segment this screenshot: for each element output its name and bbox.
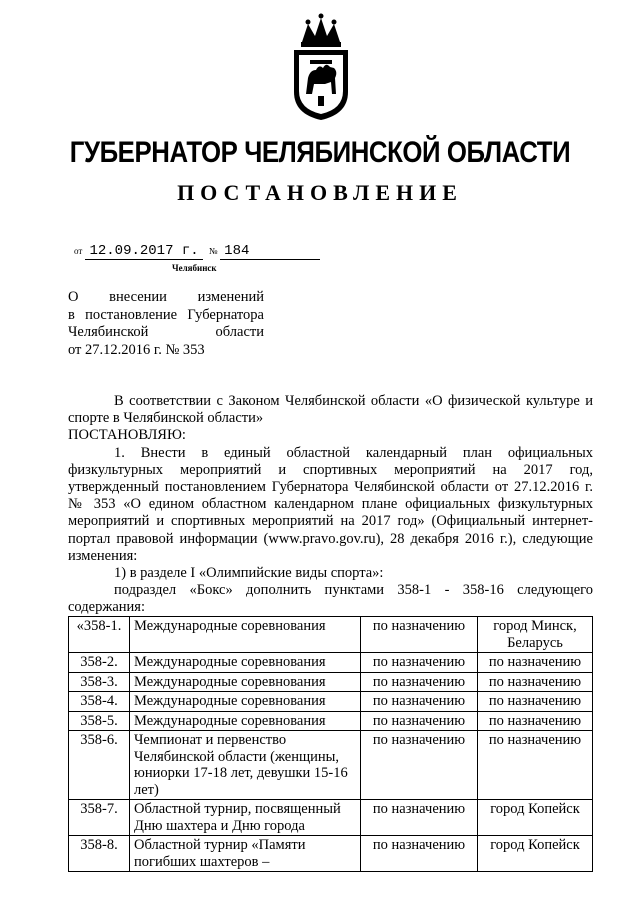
event-place: город Копейск xyxy=(478,836,593,872)
coat-of-arms-icon xyxy=(288,12,354,122)
table-row xyxy=(69,800,593,836)
city-label: Челябинск xyxy=(172,263,217,273)
table-row xyxy=(69,731,593,800)
event-place: по назначению xyxy=(478,731,593,800)
event-place: по назначению xyxy=(478,692,593,712)
row-number: 358-4. xyxy=(69,692,130,712)
table-row xyxy=(69,653,593,673)
event-place: город Копейск xyxy=(478,800,593,836)
event-place: по назначению xyxy=(478,672,593,692)
event-date: по назначению xyxy=(361,711,478,731)
subject-line: О внесении изменений xyxy=(68,289,264,305)
row-number: 358-2. xyxy=(69,653,130,673)
row-number: «358-1. xyxy=(69,617,130,653)
event-name: Областной турнир, посвященный Дню шахтера и Дню города xyxy=(130,800,361,836)
row-number: 358-8. xyxy=(69,836,130,872)
issuer-title: ГУБЕРНАТОР ЧЕЛЯБИНСКОЙ ОБЛАСТИ xyxy=(69,136,571,169)
table-row xyxy=(69,617,593,653)
table-row xyxy=(69,692,593,712)
event-date: по назначению xyxy=(361,692,478,712)
table-row xyxy=(69,672,593,692)
number-label: № xyxy=(208,246,218,256)
event-name: Международные соревнования xyxy=(130,711,361,731)
row-number: 358-5. xyxy=(69,711,130,731)
row-number: 358-7. xyxy=(69,800,130,836)
document-type: ПОСТАНОВЛЕНИЕ xyxy=(177,180,463,205)
table-row xyxy=(69,711,593,731)
event-name: Областной турнир «Памяти погибших шахтеров – xyxy=(130,836,361,872)
events-table xyxy=(68,616,593,872)
subject-line: от 27.12.2016 г. № 353 xyxy=(68,341,205,358)
event-name: Международные соревнования xyxy=(130,653,361,673)
decree-word: ПОСТАНОВЛЯЮ: xyxy=(68,427,186,444)
event-name: Международные соревнования xyxy=(130,672,361,692)
preamble-paragraph: В соответствии с Законом Челябинской области «О физической культуре и спорте в Челябинской области» xyxy=(68,393,593,427)
table-row xyxy=(69,836,593,872)
date-label: от xyxy=(74,246,83,256)
event-place: по назначению xyxy=(478,711,593,731)
document-subject xyxy=(68,289,264,359)
subsection-paragraph: подраздел «Бокс» дополнить пунктами 358-1 - 358-16 следующего содержания: xyxy=(68,582,593,616)
event-date: по назначению xyxy=(361,653,478,673)
row-number: 358-3. xyxy=(69,672,130,692)
event-place: город Минск, Беларусь xyxy=(478,617,593,653)
item-1-paragraph: 1. Внести в единый областной календарный план официальных физкультурных мероприятий и спортивных мероприятий на 2017 год, утвержденный постановлением Губернатора Челябинской области от 27.12.2016 г. № 353 «О едином областном календарном плане официальных физкультурных мероприятий и спортивных мероприятий на 2017 год» (Официальный интернет-портал правовой информации (www.pravo.gov.ru), 28 декабря 2016 г.), следующие изменения: xyxy=(68,444,593,564)
row-number: 358-6. xyxy=(69,731,130,800)
document-body xyxy=(68,393,593,617)
document-date: 12.09.2017 г. xyxy=(85,244,203,260)
subject-line: Челябинской области xyxy=(68,324,264,340)
event-date: по назначению xyxy=(361,672,478,692)
subitem-1-paragraph: 1) в разделе I «Олимпийские виды спорта»: xyxy=(114,565,384,582)
event-name: Международные соревнования xyxy=(130,617,361,653)
event-date: по назначению xyxy=(361,617,478,653)
event-date: по назначению xyxy=(361,800,478,836)
subject-line: в постановление Губернатора xyxy=(68,306,264,323)
event-date: по назначению xyxy=(361,836,478,872)
dateline xyxy=(74,244,320,260)
event-name: Международные соревнования xyxy=(130,692,361,712)
document-number: 184 xyxy=(220,244,320,260)
event-place: по назначению xyxy=(478,653,593,673)
event-name: Чемпионат и первенство Челябинской области (женщины, юниорки 17-18 лет, девушки 15-16 лет) xyxy=(130,731,361,800)
event-date: по назначению xyxy=(361,731,478,800)
